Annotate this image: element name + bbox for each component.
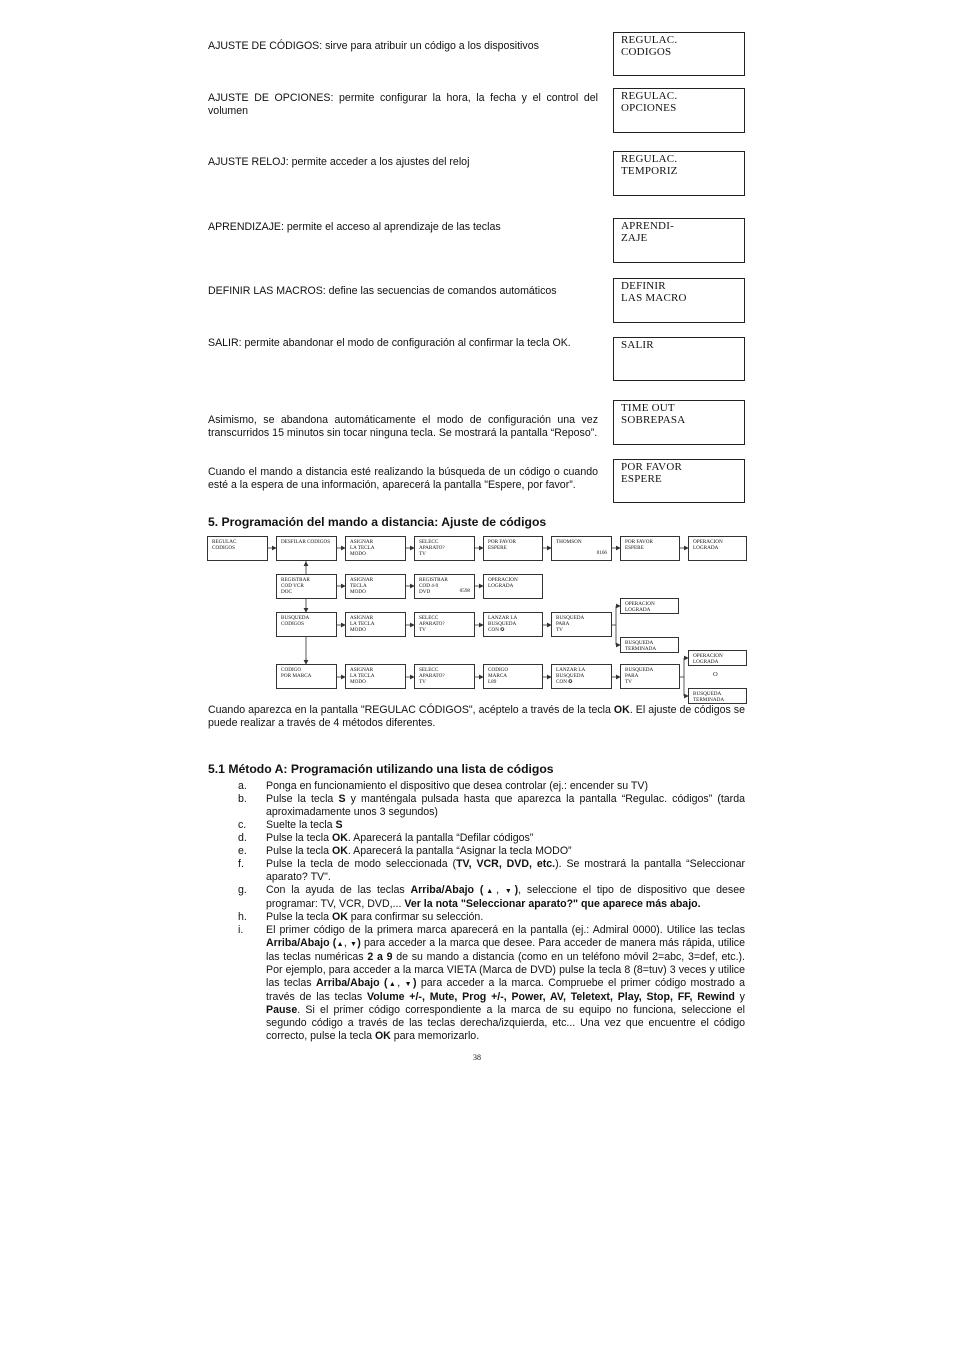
flow-box-operacion-lograda-2: OPERACION LOGRADA <box>483 574 543 599</box>
list-item-text: , <box>397 977 405 989</box>
menu-desc-opciones: AJUSTE DE OPCIONES: permite configurar la hora, la fecha y el control del volumen <box>208 92 598 117</box>
list-item-text: Suelte la tecla <box>266 819 336 831</box>
flow-box-asignar-tecla-2: ASIGNAR TECLA MODO <box>345 574 406 599</box>
lcd-screen-codigos: REGULAC. CODIGOS <box>613 32 745 76</box>
list-item <box>208 911 745 924</box>
lcd-screen-aprendizaje: APRENDI- ZAJE <box>613 218 745 263</box>
list-item-text: El primer código de la primera marca aparecerá en la pantalla (ej.: Admiral 0000). Utilice las teclas <box>266 924 745 936</box>
flow-box-regulac-codigos: REGULAC CODIGOS <box>207 536 268 561</box>
list-item-letter: a. <box>238 780 247 792</box>
menu-desc-codigos: AJUSTE DE CÓDIGOS: sirve para atribuir un código a los dispositivos <box>208 40 539 52</box>
list-item <box>208 924 745 1043</box>
list-item-text: . Aparecerá la pantalla “Defilar códigos” <box>347 832 534 844</box>
list-item-text: OK <box>331 845 348 857</box>
list-item-text: 2 a 9 <box>367 951 393 963</box>
arrow-up-icon: ▲ <box>483 888 497 895</box>
section-5-heading: 5. Programación del mando a distancia: Ajuste de códigos <box>208 515 547 529</box>
list-item-letter: g. <box>238 884 247 896</box>
flow-box-busqueda-codigos: BUSQUEDA CODIGOS <box>276 612 337 637</box>
list-item-text: Pulse la tecla <box>266 911 332 923</box>
list-item-text: para acceder a la marca que desee. Para acceder de manera más rápida, utilice las teclas numéricas <box>266 937 745 963</box>
list-item-text: ) <box>412 977 417 989</box>
list-item-letter: c. <box>238 819 247 831</box>
flow-box-lanzar-busqueda-2: LANZAR LA BUSQUEDA CON ✪ <box>551 664 612 689</box>
list-item <box>208 780 745 793</box>
list-item-letter: b. <box>238 793 247 805</box>
list-item-text: Pause <box>266 1004 298 1016</box>
flow-box-selecc-aparato: SELECC APARATO? TV <box>414 536 475 561</box>
flow-box-busqueda-terminada-2: BUSQUEDA TERMINADA <box>688 688 747 704</box>
flow-box-selecc-aparato-3: SELECC APARATO? TV <box>414 664 475 689</box>
menu-desc-timeout: Asimismo, se abandona automáticamente el modo de configuración una vez transcurridos 15 minutos sin tocar ninguna tecla. Se mostrará la pantalla “Reposo”. <box>208 414 598 439</box>
arrow-down-icon: ▼ <box>404 981 413 988</box>
lcd-screen-temporiz: REGULAC. TEMPORIZ <box>613 151 745 196</box>
lcd-screen-salir: SALIR <box>613 337 745 381</box>
list-item-text: ) <box>514 884 519 896</box>
list-item-letter: h. <box>238 911 247 923</box>
list-item <box>208 793 745 819</box>
list-item-text: Con la ayuda de las teclas <box>266 884 411 896</box>
flow-box-busqueda-para-tv: BUSQUEDA PARA TV <box>551 612 612 637</box>
steps-list <box>208 780 745 1043</box>
flow-box-por-favor-espere-2: POR FAVOR ESPERE <box>620 536 680 561</box>
list-item-text: Pulse la tecla <box>266 832 332 844</box>
list-item-text: Pulse la tecla de modo seleccionada ( <box>266 858 457 870</box>
flow-box-thomson: THOMSON 0166 <box>551 536 612 561</box>
flow-box-por-favor-espere: POR FAVOR ESPERE <box>483 536 543 561</box>
lcd-screen-espere: POR FAVOR ESPERE <box>613 459 745 503</box>
flow-box-asignar-tecla-3: ASIGNAR LA TECLA MODO <box>345 612 406 637</box>
list-item-text: TV, VCR, DVD, etc. <box>456 858 556 870</box>
list-item <box>208 858 745 884</box>
list-item-text: OK <box>331 911 348 923</box>
flow-box-codigo-marca: CODIGO MARCA L89 <box>483 664 543 689</box>
list-item-letter: d. <box>238 832 247 844</box>
list-item-text: ) <box>357 937 361 949</box>
page-number: 38 <box>473 1053 481 1062</box>
flow-box-busqueda-terminada: BUSQUEDA TERMINADA <box>620 637 679 653</box>
lcd-screen-opciones: REGULAC. OPCIONES <box>613 88 745 133</box>
list-item-text: Ver la nota "Seleccionar aparato?" que aparece más abajo. <box>404 898 701 910</box>
flow-box-lanzar-busqueda: LANZAR LA BUSQUEDA CON ✪ <box>483 612 543 637</box>
flow-box-codigo-por-marca: CODIGO POR MARCA <box>276 664 337 689</box>
flow-box-selecc-aparato-2: SELECC APARATO? TV <box>414 612 475 637</box>
list-item-text: para confirmar su selección. <box>347 911 484 923</box>
arrow-down-icon: ▼ <box>349 941 358 948</box>
flow-box-registrar-dvd: REGISTRAR COD 4-9 DVD 0598 <box>414 574 475 599</box>
section-5-1-heading: 5.1 Método A: Programación utilizando una lista de códigos <box>208 762 554 776</box>
lcd-screen-timeout: TIME OUT SOBREPASA <box>613 400 745 445</box>
list-item-letter: f. <box>238 858 244 870</box>
list-item-text: y manténgala pulsada hasta que aparezca la pantalla “Regulac. códigos” (tarda aproximadamente unos 3 segundos) <box>266 793 745 818</box>
list-item-text: Pulse la tecla <box>266 793 339 805</box>
intro-paragraph: Cuando aparezca en la pantalla "REGULAC CÓDIGOS", acéptelo a través de la tecla OK. El ajuste de códigos se puede realizar a través de 4 métodos diferentes. <box>208 704 745 729</box>
list-item <box>208 832 745 845</box>
list-item-text: OK <box>331 832 348 844</box>
menu-desc-espere: Cuando el mando a distancia esté realizando la búsqueda de un código o cuando esté a la espera de una información, aparecerá la pantalla "Espere, por favor”. <box>208 466 598 491</box>
list-item <box>208 845 745 858</box>
list-item-text: Ponga en funcionamiento el dispositivo que desea controlar (ej.: encender su TV) <box>266 780 649 792</box>
list-item-letter: i. <box>238 924 244 936</box>
list-item-text: S <box>338 793 346 805</box>
list-item-text: para acceder a la marca. Compruebe el primer código mostrado a través de las teclas <box>266 977 745 1003</box>
menu-desc-macros: DEFINIR LAS MACROS: define las secuencias de comandos automáticos <box>208 285 557 297</box>
flow-or-label: O <box>713 671 718 678</box>
arrow-down-icon: ▼ <box>504 888 515 895</box>
list-item-text: Arriba/Abajo ( <box>266 937 337 949</box>
list-item-text: Arriba/Abajo ( <box>315 977 388 989</box>
menu-desc-salir: SALIR: permite abandonar el modo de configuración al confirmar la tecla OK. <box>208 337 571 349</box>
arrow-up-icon: ▲ <box>387 981 398 988</box>
list-item-text: , <box>496 884 505 896</box>
list-item-text: de su mando a distancia (como en un teléfono móvil 2=abc, 3=def, etc.). Por ejemplo, para acceder a la marca VIETA (Marca de DVD) pulse la tecla 8 (8=tuv) 3 veces y utilice las teclas <box>266 951 746 989</box>
arrow-up-icon: ▲ <box>336 941 344 948</box>
flow-box-operacion-lograda-4: OPERACION LOGRADA <box>688 650 747 666</box>
menu-desc-aprendizaje: APRENDIZAJE: permite el acceso al aprendizaje de las teclas <box>208 221 501 233</box>
flow-box-busqueda-para-tv-2: BUSQUEDA PARA TV <box>620 664 680 689</box>
list-item-text: , seleccione el tipo de dispositivo que desee programar: TV, VCR, DVD,... <box>266 884 746 910</box>
list-item <box>208 819 745 832</box>
lcd-screen-macro: DEFINIR LAS MACRO <box>613 278 745 323</box>
menu-desc-reloj: AJUSTE RELOJ: permite acceder a los ajustes del reloj <box>208 156 470 168</box>
list-item-text: Arriba/Abajo ( <box>410 884 484 896</box>
flow-box-operacion-lograda-3: OPERACION LOGRADA <box>620 598 679 614</box>
list-item-text: Pulse la tecla <box>266 845 332 857</box>
flow-box-operacion-lograda: OPERACION LOGRADA <box>688 536 747 561</box>
list-item-text: S <box>335 819 343 831</box>
flow-box-asignar-tecla: ASIGNAR LA TECLA MODO <box>345 536 406 561</box>
flow-box-desfilar-codigos: DESFILAR CODIGOS <box>276 536 337 561</box>
list-item-letter: e. <box>238 845 247 857</box>
list-item-text: Volume +/-, Mute, Prog +/-, Power, AV, Teletext, Play, Stop, FF, Rewind <box>367 991 735 1003</box>
list-item-text: , <box>343 937 350 949</box>
list-item-text: ). Se mostrará la pantalla “Seleccionar aparato? TV". <box>266 858 745 883</box>
list-item-text: OK <box>374 1030 391 1042</box>
list-item-text: . Si el primer código correspondiente a la marca de su equipo no funciona, seleccione el segundo código a través de las teclas derecha/izquierda, etc... Una vez que encuentre el código correcto, pulse la tecla <box>266 1004 745 1042</box>
list-item-text: y <box>734 991 745 1003</box>
flow-box-registrar-cod: REGISTRAR COD VCR DOC <box>276 574 337 599</box>
list-item <box>208 884 745 911</box>
list-item-text: . Aparecerá la pantalla “Asignar la tecla MODO” <box>347 845 572 857</box>
list-item-text: para memorizarlo. <box>390 1030 480 1042</box>
flow-box-asignar-tecla-4: ASIGNAR LA TECLA MODO <box>345 664 406 689</box>
